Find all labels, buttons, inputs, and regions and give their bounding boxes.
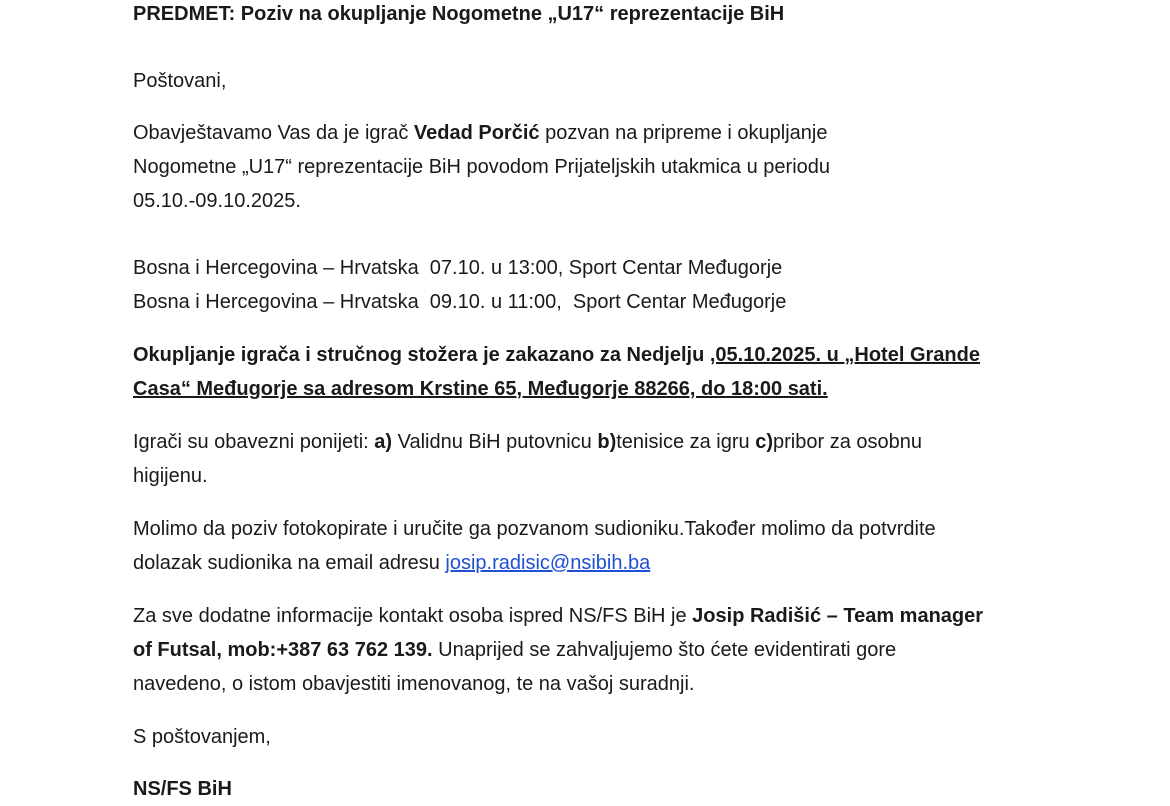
contact-intro: Za sve dodatne informacije kontakt osoba ispred NS/FS BiH je (133, 605, 693, 627)
match-line-1: Bosna i Hercegovina – Hrvatska 07.10. u 13:00, Sport Centar Međugorje (133, 257, 783, 279)
contact-paragraph (133, 599, 1053, 701)
email-link[interactable]: josip.radisic@nsibih.ba (445, 552, 651, 574)
letter-greeting: Poštovani, (133, 70, 227, 92)
organization-signature: NS/FS BiH (133, 778, 232, 800)
intro-period: 05.10.-09.10.2025. (133, 190, 301, 212)
letter-subject: PREDMET: Poziv na okupljanje Nogometne „U17“ reprezentacije BiH (133, 3, 785, 25)
letter-closing: S poštovanjem, (133, 726, 271, 748)
item-c-label: c) (755, 431, 774, 453)
match-line-2: Bosna i Hercegovina – Hrvatska 09.10. u 11:00, Sport Centar Međugorje (133, 291, 787, 313)
item-a-label: a) (374, 431, 393, 453)
player-name: Vedad Porčić (413, 122, 540, 144)
item-c-text: pribor za osobnu (773, 431, 922, 453)
contact-person: Josip Radišić – Team manager (692, 605, 984, 627)
request-paragraph (133, 512, 1053, 580)
item-b-text: tenisice za igru (616, 431, 756, 453)
contact-line3: navedeno, o istom obavjestiti imenovanog, te na vašoj suradnji. (133, 673, 695, 695)
required-items-paragraph (133, 425, 1033, 493)
item-c-text-continued: higijenu. (133, 465, 208, 487)
gathering-address: Casa“ Međugorje sa adresom Krstine 65, Međugorje 88266, do 18:00 sati. (133, 378, 828, 400)
intro-paragraph (133, 116, 1033, 218)
request-line2: dolazak sudionika na email adresu (133, 552, 446, 574)
gathering-date-venue: ,05.10.2025. u „Hotel Grande (709, 344, 980, 366)
gathering-text: Okupljanje igrača i stručnog stožera je zakazano za Nedjelju (133, 344, 710, 366)
contact-thanks: Unaprijed se zahvaljujemo što ćete evidentirati gore (432, 639, 897, 661)
request-line1: Molimo da poziv fotokopirate i uručite ga pozvanom sudioniku.Također molimo da potvrdite (133, 518, 936, 540)
intro-line1-rest: pozvan na pripreme i okupljanje (539, 122, 828, 144)
intro-text-start: Obavještavamo Vas da je igrač (133, 122, 414, 144)
item-a-text: Validnu BiH putovnicu (392, 431, 598, 453)
intro-line2: Nogometne „U17“ reprezentacije BiH povodom Prijateljskih utakmica u periodu (133, 156, 831, 178)
item-b-label: b) (597, 431, 617, 453)
gathering-paragraph (133, 338, 1133, 406)
contact-phone: of Futsal, mob:+387 63 762 139. (133, 639, 433, 661)
items-intro: Igrači su obavezni ponijeti: (133, 431, 375, 453)
